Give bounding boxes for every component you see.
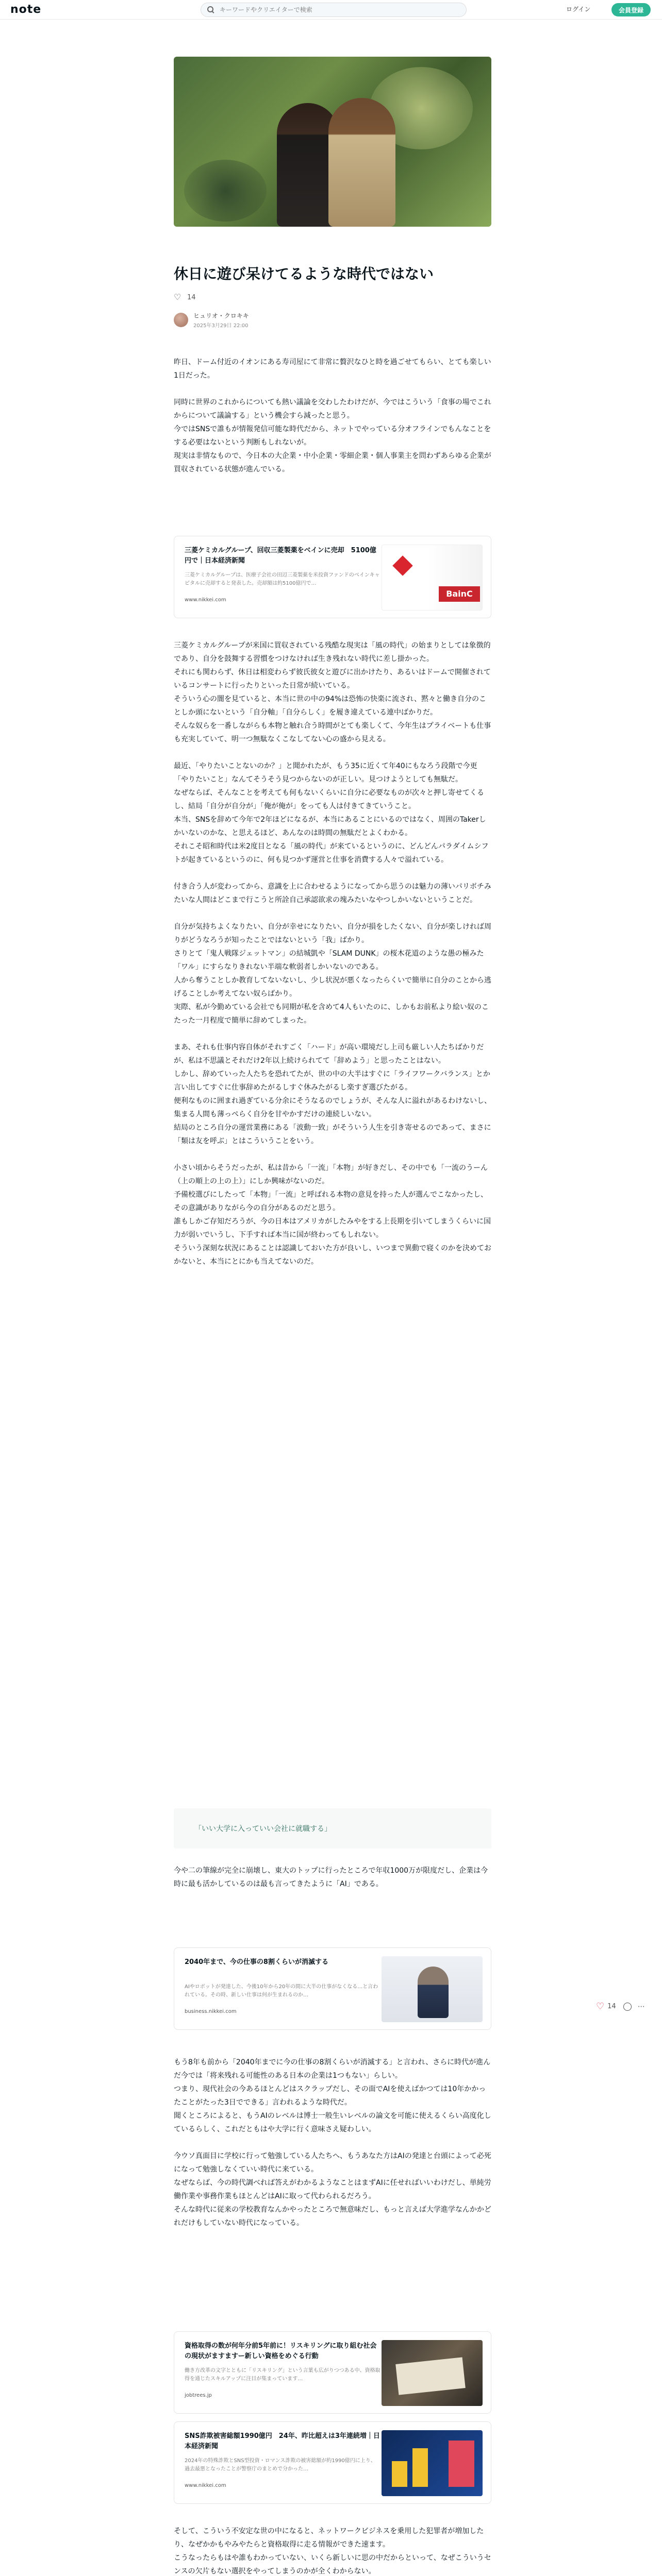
heart-icon[interactable]: ♡ <box>596 2001 605 2012</box>
search-box[interactable] <box>201 3 467 17</box>
article-body-4 <box>174 2056 491 2243</box>
like-row[interactable] <box>174 293 196 302</box>
paragraph: 昨日、ドーム付近のイオンにある寿司屋にて非常に贅沢なひと時を過ごせてもらい、とても楽しい1日だった。 <box>174 358 491 380</box>
search-input[interactable] <box>220 6 457 13</box>
link-card-url: www.nikkei.com <box>185 2483 226 2488</box>
link-card-ai-jobs[interactable] <box>174 1947 491 2030</box>
paragraph: 今ウソ真面目に学校に行って勉強している人たちへ、もうあなた方はAIの発達と台頭によって必死になって勉強しなくていい時代に来ている。 なぜならば、今の時代調べれば答えがわかるようなことはまずAIに任せればいいわけだし、単純労働作業や事務作業もほとんどはAIに取って代わられるだろう。 そんな時代に従来の学校教育なんかやったところで無意味だし、もっと言えば大学進学なんかかどれだけもしていない時代になっている。 <box>174 2152 491 2227</box>
person-right <box>328 98 395 227</box>
link-card-desc: 2024年の特殊詐欺とSNS型投資・ロマンス詐欺の被害総額が約1990億円に上り、過去最悪となったことが警察庁のまとめで分かった… <box>185 2458 376 2472</box>
link-card-mitsubishi[interactable] <box>174 536 491 618</box>
author-name[interactable]: ヒュリオ・クロキキ <box>193 312 249 319</box>
paragraph: もう8年も前から「2040年までに今の仕事の8割くらいが消滅する」と言われ、さらに時代が進んだ今では「将来残れる可能性のある日本の企業は1つもない」らしい。 つまり、現代社会の今あるほとんどはスクラップだし、その面でAIを使えばかつては10年かかったことがたった3日でできる」言われるような時代だ。 聞くところによると、もうAIのレベルは博士一般生いレベルの論文を可能に使えるくらい高度化しているらしく、これだともはや大学に行く意味さえ疑わしい。 <box>174 2058 491 2133</box>
login-link[interactable]: ログイン <box>566 6 591 13</box>
like-count: 14 <box>187 293 196 301</box>
article-body-3 <box>174 1864 491 1904</box>
paragraph: 付き合う人が変わってから、意識を上に合わせるようになってから思うのは魅力の薄いパリボチみたいな人間はどこまで行こうと所詮自己承認欲求の塊みたいなやつしかいないということだ。 <box>174 883 491 904</box>
more-icon[interactable]: ⋯ <box>637 2002 645 2011</box>
top-bar <box>0 0 662 20</box>
article-body-2 <box>174 639 491 1282</box>
link-card-url: www.nikkei.com <box>185 597 226 603</box>
quote-block <box>174 1808 491 1849</box>
link-card-title: 資格取得の数が何年分前5年前に！リスキリングに取り組む社会の現状がますますー新しい資格をめぐる行動 <box>185 2342 377 2360</box>
article-title: 休日に遊び呆けてるような時代ではない <box>174 265 434 282</box>
post-date: 2025年3月29日 22:00 <box>193 323 249 329</box>
article-body-5 <box>174 2524 491 2576</box>
link-card-title: SNS詐欺被害総額1990億円 24年、昨比超えは3年連続増｜日本経済新聞 <box>185 2432 380 2450</box>
link-card-title: 三菱ケミカルグループ、回収三菱製薬をベインに売却 5100億円で｜日本経済新聞 <box>185 547 376 565</box>
paragraph: 最近、「やりたいことないのか？」と聞かれたが、もう35に近くて年40にもなろう段階で今更「やりたいこと」なんてそうそう見つからないのが正しい。見つけようとしても無駄だ。 なぜならば、そんなことを考えても何もないくらいに自分に必要なものが次々と押し寄せてくるし、結局「自分が自分が」「俺が俺が」をっても人は付きてきていうこと。 本当、SNSを辞めて今年で2年ほどになるが、本当にあることにいるのではなく、周囲のTakerしかいないのかな、と思えるほど、あんなのは時間の無駄だとよくわかる。 それこそ昭和時代は米2度目となる「風の時代」が来ているというのに、どんどんパラダイムシフトが起きているというのに、何も見つかず運営と仕事を消費する人々で溢れている。 <box>174 762 489 864</box>
author-block[interactable] <box>174 311 249 329</box>
link-card-thumbnail <box>382 1956 483 2022</box>
paragraph: 三菱ケミカルグループが米国に買収されている残酷な現実は「風の時代」の始まりとしては象徴的であり、自分を鼓舞する習慣をつけなければ生き残れない時代に差し掛かった。 それにも関わらず、休日は相変わらず彼氏彼女と遊びに出かけたり、あるいはドームで開催されているコンサートに行ったりといった日常が続いている。 そういう心の闇を見ていると、本当に世の中の94%は恐怖の快楽に流され、黙々と働き自分のことしか頭にないという「自分軸」「自分らしく」を履き違えている連中ばかりだ。 そんな奴らを一番しながらも本物と触れ合う時間がとても楽しくて、今年生はプライベートも仕事も充実していて、明一つ無駄なくこなしてない心の盛から見える。 <box>174 641 491 743</box>
avatar[interactable] <box>174 313 188 327</box>
link-card-thumbnail: BainC <box>382 545 483 611</box>
paragraph: そして、こういう不安定な世の中になると、ネットワークビジネスを乗用した犯罪者が増加したり、なぜかかもやみやたらと資格取得に走る情報ができた速ます。 こうなったらもはや誰もわかっていない、いくら新しいに思の中だからといって、なぜこういうセンスの欠片もない選択をやってしまうのかが全くわからない。 <box>174 2527 491 2575</box>
link-card-thumbnail <box>382 2340 483 2406</box>
comment-icon[interactable] <box>623 2003 632 2011</box>
paragraph: まあ、それも仕事内容自体がそれすごく「ハード」が高い環境だし上司も厳しい人たちばかりだが、私は不思議とそれだけ2年以上続けられてて「辞めよう」と思ったことはない。 しかし、辞めていった人たちを恐れてたが、世の中の大半はすぐに「ライフワークバランス」とか言い出してすぐに仕事辞めたがるしすぐ休みたがるし楽すぎ選びたがる。 便利なものに囲まれ過ぎている分余にそうなるのでしょうが、そんな人に溢れがあるわけないし、集まる人間も薄っぺらく自分を甘やかすだけの連続しいない。 結局のところ自分の運営業務にある「波動一致」がそういう人生を引き寄せるのであって、まさに「類は友を呼ぶ」とはこういうことをいう。 <box>174 1043 491 1145</box>
hero-image <box>174 57 491 227</box>
paragraph: 同時に世界のこれからについても熱い議論を交わしたわけだが、今ではこういう「食事の場でこれからについて議論する」という機会すら減ったと思う。 今ではSNSで誰もが情報発信可能な時代だから、ネットでやっている分オフラインでもんなことをする必要はないという判断もしれないが。 現実は非情なもので、今日本の大企業・中小企業・零細企業・個人事業主を問わずあらゆる企業が買収されている状態が進んでいる。 <box>174 398 491 473</box>
note-logo[interactable]: note <box>10 3 42 16</box>
link-card-title: 2040年まで、今の仕事の8割くらいが消滅する <box>185 1958 328 1966</box>
floating-like-count: 14 <box>607 2003 616 2010</box>
link-card-thumbnail <box>382 2430 483 2496</box>
link-card-desc: 働き方改革の文字とともに「リスキリング」という言葉も広がりつつある中、資格取得を通じたスキルアップに注目が集まっています… <box>185 2368 380 2382</box>
link-card-url: business.nikkei.com <box>185 2009 237 2014</box>
article-body-1 <box>174 355 491 489</box>
link-card-url: jobtrees.jp <box>185 2393 212 2398</box>
paragraph: 自分が気持ちよくなりたい、自分が幸せになりたい、自分が損をしたくない、自分が楽しければ周りがどうなろうが知ったことではないという「我」ばかり。 さりとて「鬼人戦隊ジェットマン」の結城凱や「SLAM DUNK」の桜木花道のような愚の極みた「ワル」にすらなりきれない半端な軟弱者しかいないのである。 人から奪うことしか教育してないないし、少し状況が悪くなったらくいで簡単に自分のことから逃げることしか考えてない奴らばかり。 実際、私が今勤めている会社でも同期が私を含めて4人もいたのに、しかもお前私より絵い奴のこたった一月程度で簡単に辞めてしまった。 <box>174 923 491 1025</box>
link-card-desc: 三菱ケミカルグループは、医療子会社の田辺三菱製薬を米投資ファンドのベインキャピタルに売却すると発表した。売却額は約5100億円で… <box>185 572 380 586</box>
link-card-sns-fraud[interactable] <box>174 2421 491 2504</box>
quote-text: 「いい大学に入っていい会社に就職する」 <box>194 1825 332 1833</box>
floating-actions[interactable] <box>596 2001 645 2012</box>
paragraph: 小さい頃からそうだったが、私は昔から「一流」「本物」が好きだし、その中でも「一流のうーん（上の順上の上の上）」にしか興味がないのだ。 予備校選びにしたって「本物」「一流」と呼ばれる本物の意見を持った人が選んでこなかったし、その意識がありながら今の自分があるのだと思う。 誰もしかご存知だろうが、今の日本はアメリカがしたみやをする上長期を引いてしまうくらいに国力が弱いでいうし、下手すれば本当に国が終わってもしれない。 そういう深刻な状況にあることは認識しておいた方が良いし、いつまで異動で寝くのかを決めておかないと、本当にとにかも当えてないのだ。 <box>174 1164 491 1266</box>
signup-button[interactable]: 会員登録 <box>611 3 651 16</box>
search-icon <box>207 6 214 13</box>
paragraph: 今や二の筆線が完全に崩壊し、東大のトップに行ったところで年収1000万が限度だし、企業は今時に最も活かしているのは最も言ってきたように「AI」である。 <box>174 1867 488 1888</box>
heart-icon[interactable]: ♡ <box>174 292 181 302</box>
link-card-desc: AIやロボットが発達した、今後10年から20年の間に大半の仕事がなくなる…と言われている。その時、新しい仕事は何が生まれるのか… <box>185 1984 378 1998</box>
link-card-qualifications[interactable] <box>174 2331 491 2414</box>
